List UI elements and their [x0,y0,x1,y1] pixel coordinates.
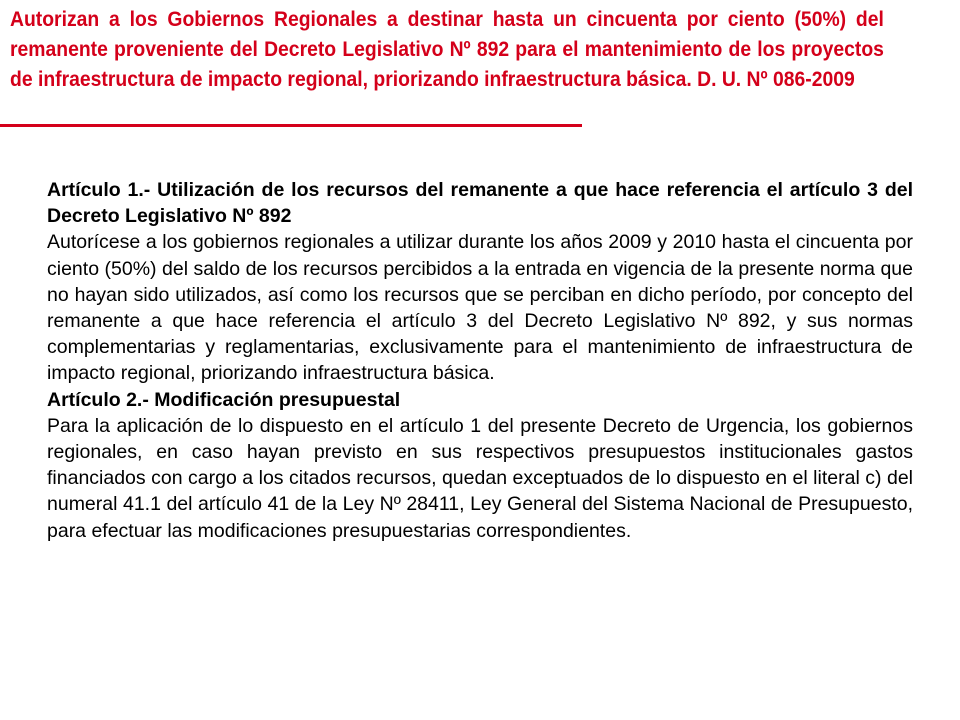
article-2-body: Para la aplicación de lo dispuesto en el artículo 1 del presente Decreto de Urgencia, los gobiernos regionales, en caso hayan previsto en sus respectivos presupuestos institucionales gastos financiados con cargo a los citados recursos, quedan exceptuados de lo dispuesto en el literal c) del numeral 41.1 del artículo 41 de la Ley Nº 28411, Ley General del Sistema Nacional de Presupuesto, para efectuar las modificaciones presupuestarias correspondientes. [47,414,913,542]
article-2-number: Artículo 2.- [47,388,149,411]
article-1-body: Autorícese a los gobiernos regionales a utilizar durante los años 2009 y 2010 hasta el cincuenta por ciento (50%) del saldo de los recursos percibidos a la entrada en vigencia de la presente norma que no hayan sido utilizados, así como los recursos que se perciban en dicho período, por concepto del remanente a que hace referencia el artículo 3 del Decreto Legislativo Nº 892, y sus normas complementarias y reglamentarias, exclusivamente para el mantenimiento de infraestructura de impacto regional, priorizando infraestructura básica. [47,231,913,385]
title-underline [0,124,582,127]
article-1-heading [47,177,913,229]
page-title: Autorizan a los Gobiernos Regionales a destinar hasta un cincuenta por ciento (50%) del remanente proveniente del Decreto Legislativo Nº 892 para el mantenimiento de los proyectos de infraestructura de impacto regional, priorizando infraestructura básica. D. U. Nº 086-2009 [10,7,884,91]
article-2-heading [47,387,913,413]
article-2-title: Modificación presupuestal [154,388,401,411]
article-1-title: Utilización de los recursos del remanente a que hace referencia el artículo 3 del Decreto Legislativo Nº 892 [47,179,913,228]
article-1-number: Artículo 1.- [47,179,151,201]
document-body [47,177,913,544]
